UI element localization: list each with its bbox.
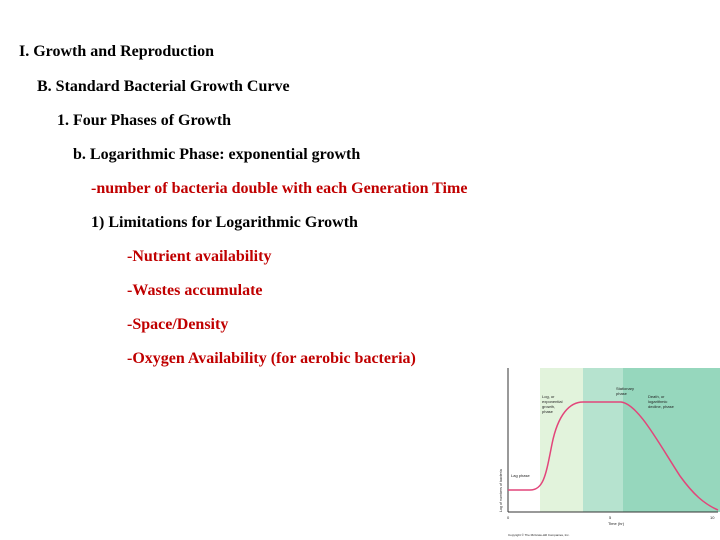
outline-point-generation-time: -number of bacteria double with each Generation Time bbox=[91, 180, 468, 197]
growth-curve-figure bbox=[488, 364, 720, 540]
growth-curve-svg bbox=[488, 364, 720, 540]
lag-phase-label: Lag phase bbox=[511, 473, 530, 478]
stationary-phase-label: Stationary phase bbox=[616, 386, 635, 396]
x-tick-0: 0 bbox=[507, 515, 510, 520]
death-phase-label: Death, or logarithmic decline, phase bbox=[648, 394, 674, 409]
outline-heading-2: B. Standard Bacterial Growth Curve bbox=[37, 78, 290, 95]
outline-heading-limitations: 1) Limitations for Logarithmic Growth bbox=[91, 214, 358, 231]
x-axis-label: Time (hr) bbox=[608, 521, 625, 526]
death-phase-band bbox=[623, 368, 720, 512]
log-phase-label: Log, or exponential growth, phase bbox=[542, 394, 563, 414]
outline-heading-4: b. Logarithmic Phase: exponential growth bbox=[73, 146, 361, 163]
x-tick-5: 5 bbox=[609, 515, 612, 520]
outline-item-space: -Space/Density bbox=[127, 316, 229, 333]
outline-heading-3: 1. Four Phases of Growth bbox=[57, 112, 232, 129]
outline-item-oxygen: -Oxygen Availability (for aerobic bacteria) bbox=[127, 350, 416, 367]
outline-item-nutrient: -Nutrient availability bbox=[127, 248, 272, 265]
log-phase-band bbox=[540, 368, 583, 512]
figure-credit: Copyright © The McGraw-Hill Companies, Inc. bbox=[508, 533, 570, 537]
x-tick-10: 10 bbox=[710, 515, 715, 520]
outline-heading-1: I. Growth and Reproduction bbox=[19, 43, 214, 60]
outline-item-wastes: -Wastes accumulate bbox=[127, 282, 263, 299]
y-axis-label: Log of numbers of bacteria bbox=[499, 469, 503, 512]
